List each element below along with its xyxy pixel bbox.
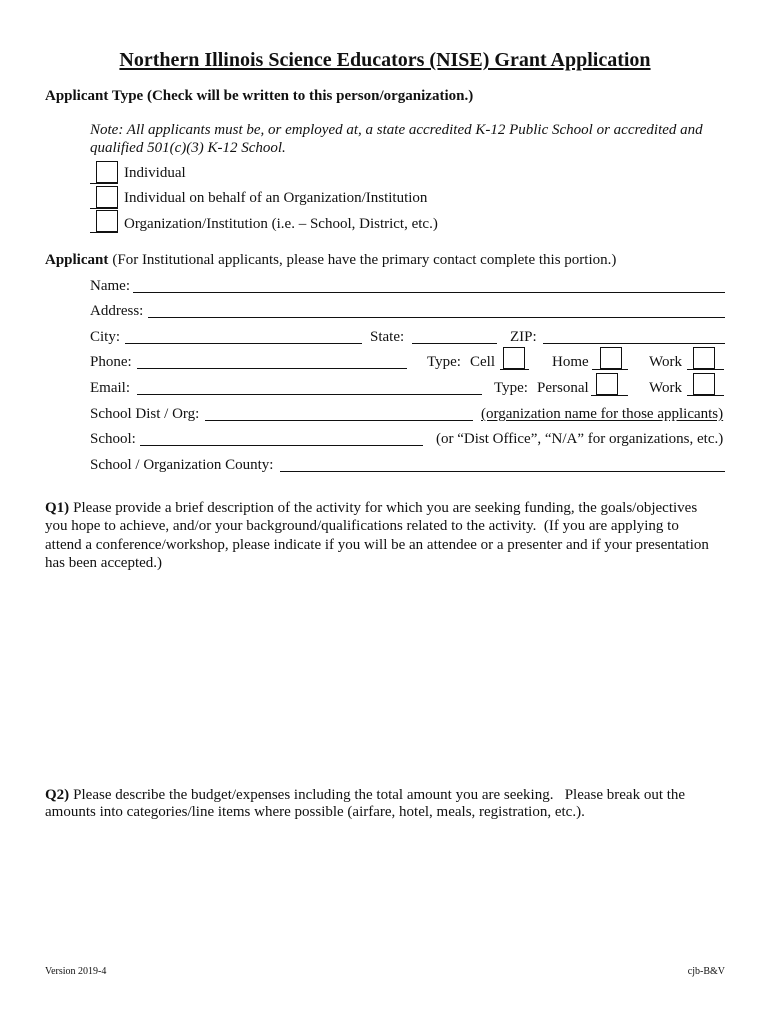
checkbox-underline: [500, 369, 529, 370]
email-type-label: Type:: [494, 380, 528, 396]
email-label: Email:: [90, 380, 130, 396]
school-label: School:: [90, 431, 136, 447]
county-label: School / Organization County:: [90, 457, 274, 473]
q2-label: Q2): [45, 787, 70, 803]
checkbox-underline: [687, 395, 724, 396]
applicant-heading: [45, 251, 616, 269]
school-dist-org-hint: (organization name for those applicants): [481, 406, 724, 422]
name-field[interactable]: [133, 277, 725, 293]
checkbox-individual-on-behalf[interactable]: [96, 186, 118, 208]
checkbox-email-personal[interactable]: [596, 373, 618, 395]
option-label-individual: Individual: [124, 165, 186, 181]
checkbox-organization[interactable]: [96, 210, 118, 232]
zip-field[interactable]: [543, 328, 725, 344]
school-field[interactable]: [140, 430, 423, 446]
email-type-work-label: Work: [649, 380, 682, 396]
zip-label: ZIP:: [510, 329, 537, 345]
checkbox-underline: [592, 369, 628, 370]
checkbox-phone-work[interactable]: [693, 347, 715, 369]
applicant-type-heading: Applicant Type (Check will be written to this person/organization.): [45, 88, 474, 104]
footer-code: cjb-B&V: [687, 966, 725, 977]
phone-label: Phone:: [90, 354, 132, 370]
q1-line-4: has been accepted.): [45, 555, 163, 571]
q2-line-2: amounts into categories/line items where possible (airfare, hotel, meals, registration, etc.).: [45, 804, 585, 820]
checkbox-phone-home[interactable]: [600, 347, 622, 369]
checkbox-underline: [591, 395, 628, 396]
state-label: State:: [370, 329, 405, 345]
q1-line-3: attend a conference/workshop, please indicate if you will be an attendee or a presenter and if your presentation: [45, 537, 709, 553]
q2-text: Please describe the budget/expenses including the total amount you are seeking. Please break out the: [73, 787, 686, 803]
city-label: City:: [90, 329, 121, 345]
phone-type-cell-label: Cell: [470, 354, 495, 370]
applicant-heading-label: Applicant: [45, 252, 109, 268]
note-line-2: qualified 501(c)(3) K-12 School.: [90, 140, 286, 156]
name-label: Name:: [90, 278, 130, 294]
phone-type-work-label: Work: [649, 354, 682, 370]
county-field[interactable]: [280, 456, 725, 472]
email-type-personal-label: Personal: [537, 380, 589, 396]
email-field[interactable]: [137, 379, 482, 395]
school-hint: (or “Dist Office”, “N/A” for organizations, etc.): [436, 431, 724, 447]
checkbox-phone-cell[interactable]: [503, 347, 525, 369]
phone-field[interactable]: [137, 353, 407, 369]
applicant-heading-text: (For Institutional applicants, please have the primary contact complete this portion.): [112, 252, 617, 268]
checkbox-email-work[interactable]: [693, 373, 715, 395]
q1-label: Q1): [45, 500, 70, 516]
footer-version: Version 2019-4: [45, 966, 107, 977]
q2-line-1: [45, 786, 685, 804]
city-field[interactable]: [125, 328, 362, 344]
school-dist-org-label: School Dist / Org:: [90, 406, 200, 422]
option-label-organization: Organization/Institution (i.e. – School, District, etc.): [124, 216, 438, 232]
q1-line-2: you hope to achieve, and/or your background/qualifications related to the activity. (If you are applying to: [45, 518, 679, 534]
document-title: Northern Illinois Science Educators (NISE) Grant Application: [119, 49, 651, 71]
checkbox-underline: [687, 369, 724, 370]
phone-type-home-label: Home: [552, 354, 589, 370]
q1-line-1: [45, 499, 697, 517]
checkbox-individual[interactable]: [96, 161, 118, 183]
checkbox-underline: [90, 208, 118, 209]
state-field[interactable]: [412, 328, 497, 344]
q1-text: Please provide a brief description of the activity for which you are seeking funding, the goals/objectives: [73, 500, 698, 516]
address-label: Address:: [90, 303, 144, 319]
address-field[interactable]: [148, 302, 725, 318]
school-dist-org-field[interactable]: [205, 405, 473, 421]
checkbox-underline: [90, 183, 118, 184]
option-label-individual-on-behalf: Individual on behalf of an Organization/Institution: [124, 190, 428, 206]
phone-type-label: Type:: [427, 354, 461, 370]
note-line-1: Note: All applicants must be, or employed at, a state accredited K-12 Public School or accredited and: [90, 122, 703, 138]
checkbox-underline: [90, 232, 118, 233]
